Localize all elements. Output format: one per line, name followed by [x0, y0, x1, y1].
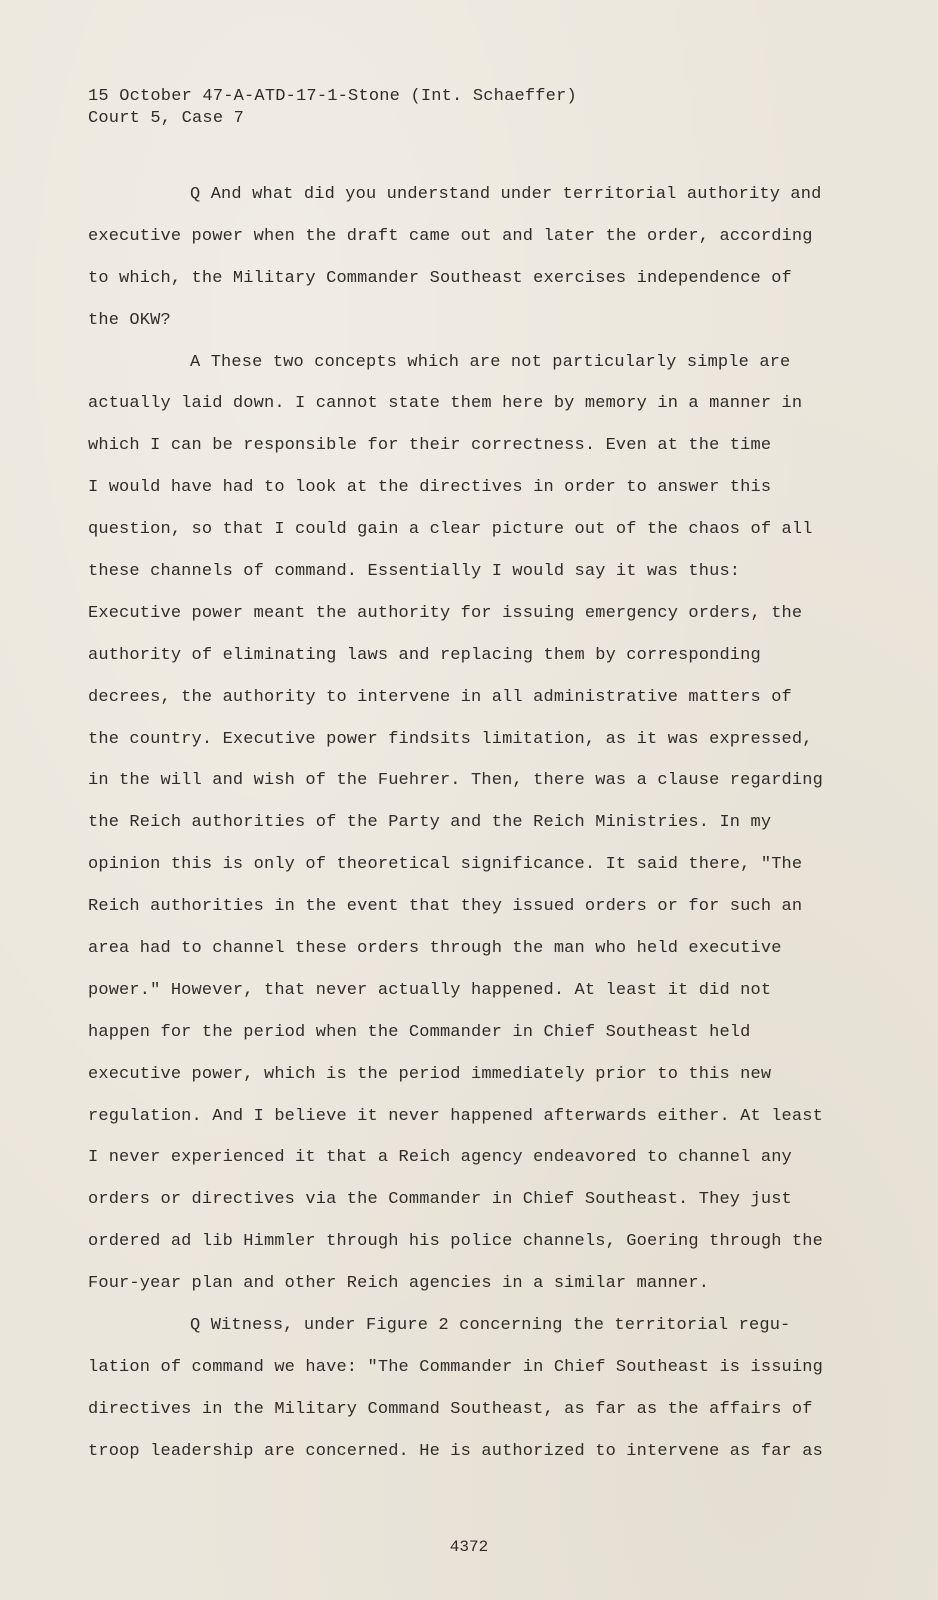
- transcript-body: [88, 184, 828, 1483]
- header-court-line: Court 5, Case 7: [88, 109, 245, 128]
- text-line: executive power, which is the period immediately prior to this new: [88, 1064, 772, 1084]
- text-line: these channels of command. Essentially I would say it was thus:: [88, 562, 741, 582]
- text-line: Executive power meant the authority for issuing emergency orders, the: [88, 603, 803, 623]
- text-line: authority of eliminating laws and replacing them by corresponding: [88, 645, 761, 665]
- text-line: the OKW?: [88, 310, 171, 330]
- text-line: the Reich authorities of the Party and the Reich Ministries. In my: [88, 813, 772, 833]
- document-header: [88, 86, 577, 130]
- text-line: in the will and wish of the Fuehrer. Then, there was a clause regarding: [88, 771, 823, 791]
- text-line: decrees, the authority to intervene in all administrative matters of: [88, 687, 792, 707]
- text-line: the country. Executive power findsits limitation, as it was expressed,: [88, 729, 813, 749]
- text-line: orders or directives via the Commander in Chief Southeast. They just: [88, 1190, 792, 1210]
- page-number: 4372: [449, 1538, 489, 1556]
- text-line: executive power when the draft came out and later the order, according: [88, 226, 813, 246]
- text-line: directives in the Military Command Southeast, as far as the affairs of: [88, 1399, 813, 1419]
- text-line: regulation. And I believe it never happened afterwards either. At least: [88, 1106, 823, 1126]
- text-line: power." However, that never actually happened. At least it did not: [88, 980, 772, 1000]
- text-line: I never experienced it that a Reich agency endeavored to channel any: [88, 1148, 792, 1168]
- text-line: Q Witness, under Figure 2 concerning the territorial regu-: [190, 1316, 791, 1336]
- text-line: Four-year plan and other Reich agencies in a similar manner.: [88, 1274, 710, 1294]
- text-line: Reich authorities in the event that they issued orders or for such an: [88, 897, 803, 917]
- text-line: happen for the period when the Commander in Chief Southeast held: [88, 1022, 751, 1042]
- text-line: ordered ad lib Himmler through his police channels, Goering through the: [88, 1232, 823, 1252]
- text-line: actually laid down. I cannot state them here by memory in a manner in: [88, 394, 803, 414]
- text-line: A These two concepts which are not particularly simple are: [190, 352, 791, 372]
- text-line: which I can be responsible for their correctness. Even at the time: [88, 436, 772, 456]
- text-line: area had to channel these orders through the man who held executive: [88, 939, 782, 959]
- header-reference-line: 15 October 47-A-ATD-17-1-Stone (Int. Schaeffer): [88, 87, 577, 106]
- text-line: troop leadership are concerned. He is authorized to intervene as far as: [88, 1441, 823, 1461]
- text-line: opinion this is only of theoretical significance. It said there, "The: [88, 855, 803, 875]
- text-line: question, so that I could gain a clear picture out of the chaos of all: [88, 520, 813, 540]
- text-line: Q And what did you understand under territorial authority and: [190, 185, 822, 204]
- text-line: lation of command we have: "The Commander in Chief Southeast is issuing: [88, 1357, 823, 1377]
- text-line: to which, the Military Commander Southeast exercises independence of: [88, 268, 792, 288]
- text-line: I would have had to look at the directives in order to answer this: [88, 478, 772, 498]
